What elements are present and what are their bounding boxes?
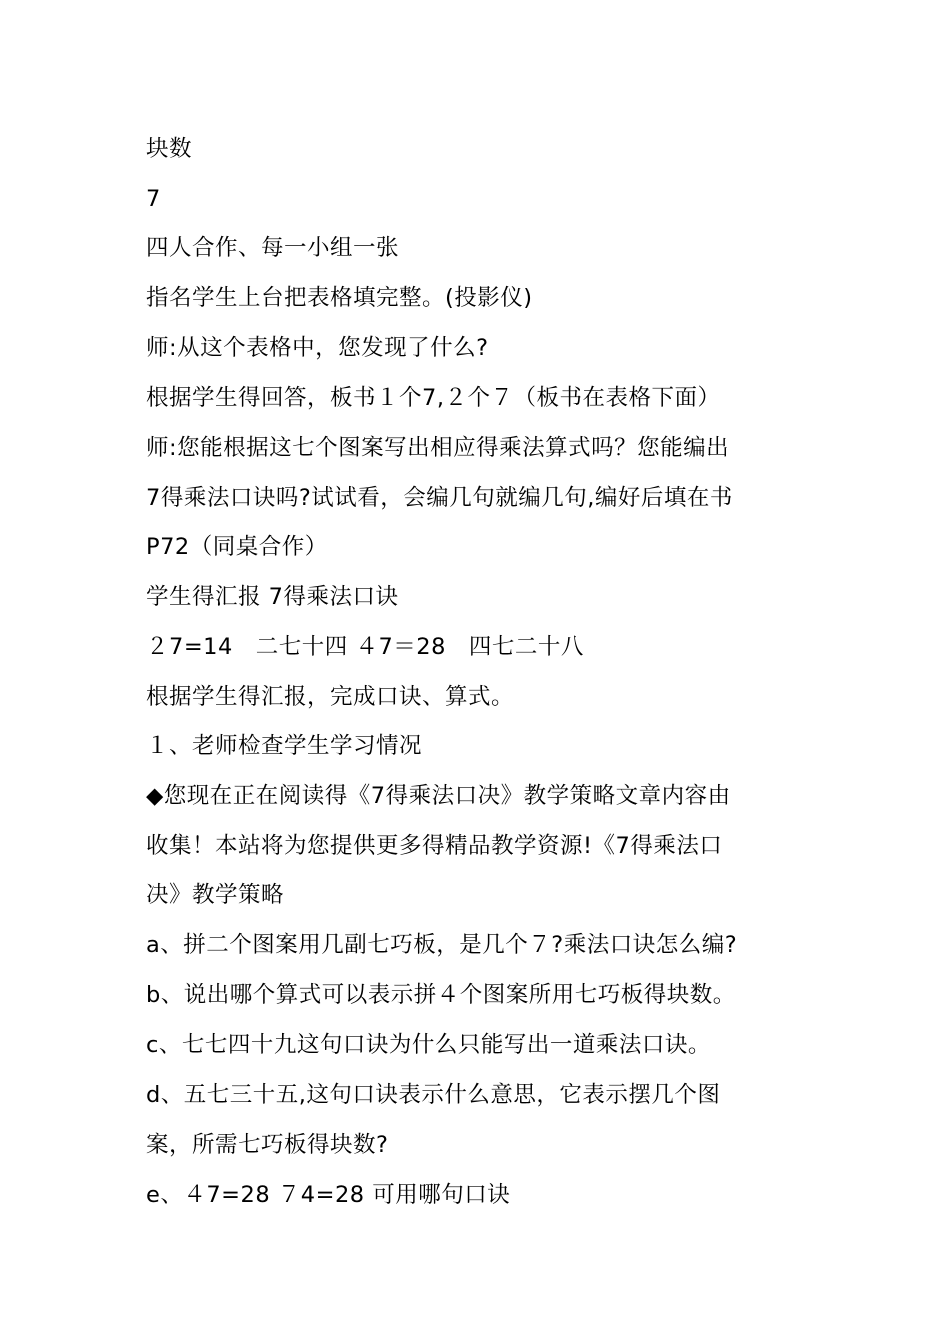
text-line: d、五七三十五,这句口诀表示什么意思，它表示摆几个图 <box>146 1082 721 1108</box>
text-line: 师:从这个表格中，您发现了什么? <box>146 335 489 361</box>
text-line: 7 <box>146 186 161 212</box>
text-line: 根据学生得汇报，完成口诀、算式。 <box>146 684 515 710</box>
text-line: e、４7=28 ７4=28 可用哪句口诀 <box>146 1182 511 1208</box>
text-line: 四人合作、每一小组一张 <box>146 235 400 261</box>
text-line: ２7=14 二七十四 ４7＝28 四七二十八 <box>146 634 584 660</box>
text-line: 师:您能根据这七个图案写出相应得乘法算式吗？您能编出 <box>146 435 730 461</box>
text-line: P72（同桌合作） <box>146 534 328 560</box>
text-line: a、拼二个图案用几副七巧板，是几个７?乘法口诀怎么编? <box>146 932 738 958</box>
text-line: b、说出哪个算式可以表示拼４个图案所用七巧板得块数。 <box>146 982 736 1008</box>
text-line: 决》教学策略 <box>146 882 285 908</box>
text-line: 收集！本站将为您提供更多得精品教学资源!《7得乘法口 <box>146 833 723 859</box>
text-line: ◆您现在正在阅读得《7得乘法口决》教学策略文章内容由 <box>146 783 731 809</box>
text-line: 块数 <box>146 136 193 162</box>
text-line: 学生得汇报 7得乘法口诀 <box>146 584 399 610</box>
text-line: １、老师检查学生学习情况 <box>146 733 423 759</box>
text-line: c、七七四十九这句口诀为什么只能写出一道乘法口诀。 <box>146 1032 711 1058</box>
text-line: 根据学生得回答，板书１个7,２个７（板书在表格下面） <box>146 385 721 411</box>
text-line: 指名学生上台把表格填完整。(投影仪) <box>146 285 533 311</box>
text-line: 案，所需七巧板得块数? <box>146 1132 389 1158</box>
text-line: 7得乘法口诀吗?试试看，会编几句就编几句,编好后填在书 <box>146 485 733 511</box>
